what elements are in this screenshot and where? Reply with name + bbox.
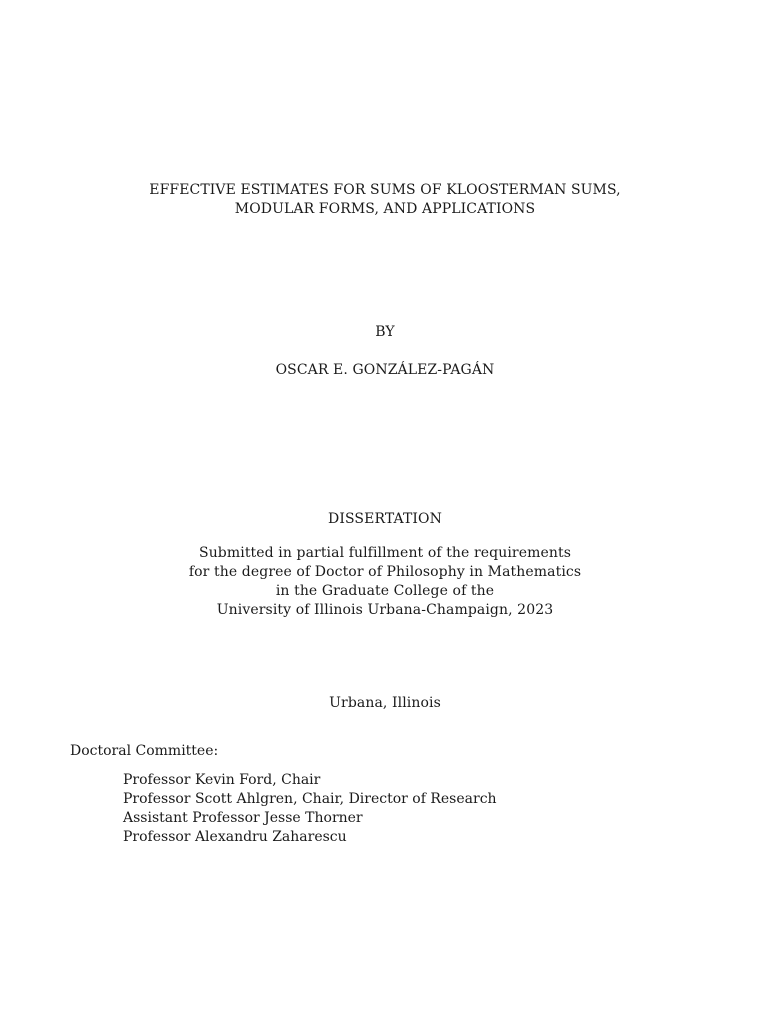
submission-statement (0, 544, 770, 620)
document-type-label: DISSERTATION (328, 511, 442, 527)
title-line-1: EFFECTIVE ESTIMATES FOR SUMS OF KLOOSTERMAN SUMS, (149, 182, 621, 198)
by-label: BY (375, 324, 395, 340)
submission-line-1: Submitted in partial fulfillment of the requirements (199, 545, 571, 561)
dissertation-title (0, 181, 770, 219)
committee-member: Professor Scott Ahlgren, Chair, Director of Research (123, 791, 497, 807)
committee-list (123, 771, 497, 847)
location: Urbana, Illinois (329, 695, 441, 711)
committee-member: Professor Kevin Ford, Chair (123, 772, 321, 788)
committee-heading: Doctoral Committee: (70, 743, 219, 759)
committee-member: Professor Alexandru Zaharescu (123, 829, 347, 845)
submission-line-3: in the Graduate College of the (275, 583, 495, 599)
committee-member: Assistant Professor Jesse Thorner (123, 810, 363, 826)
submission-line-4: University of Illinois Urbana-Champaign, 2023 (216, 602, 554, 618)
title-line-2: MODULAR FORMS, AND APPLICATIONS (234, 201, 536, 217)
author-name: OSCAR E. GONZÁLEZ-PAGÁN (275, 362, 495, 378)
submission-line-2: for the degree of Doctor of Philosophy in Mathematics (188, 564, 582, 580)
